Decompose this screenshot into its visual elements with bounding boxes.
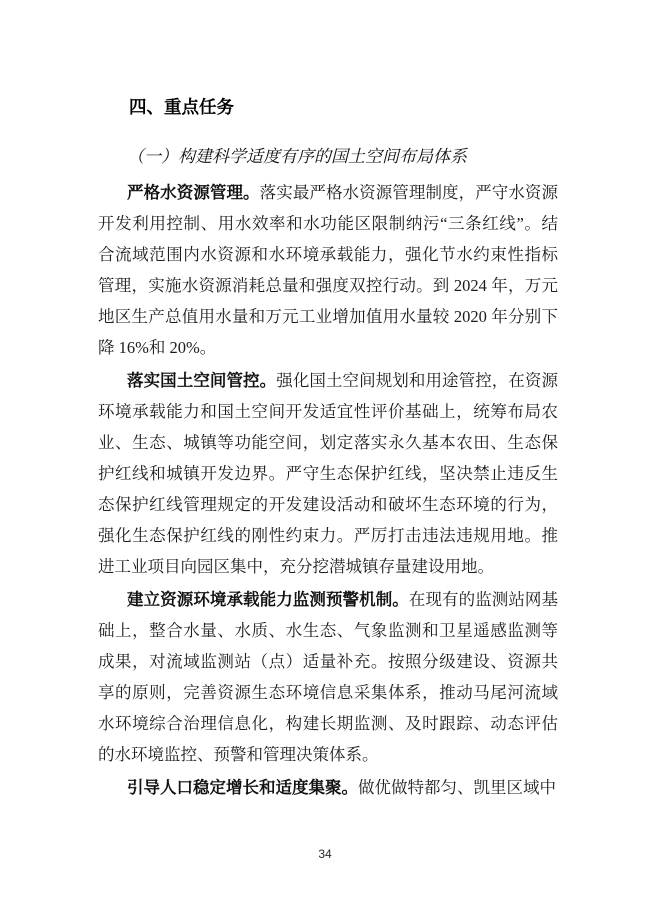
- paragraph-monitoring-warning: [98, 584, 558, 770]
- paragraph-lead: 建立资源环境承载能力监测预警机制。: [127, 590, 409, 609]
- paragraph-population-growth: [98, 772, 558, 803]
- sub-heading: （一）构建科学适度有序的国土空间布局体系: [127, 147, 467, 166]
- paragraph-text: 强化国土空间规划和用途管控，在资源环境承载能力和国土空间开发适宜性评价基础上，统筹布局农业、生态、城镇等功能空间，划定落实永久基本农田、生态保护红线和城镇开发边界。严守生态保护红线，坚决禁止违反生态保护红线管理规定的开发建设活动和破坏生态环境的行为，强化生态保护红线的刚性约束力。严厉打击违法违规用地。推进工业项目向园区集中，充分挖潜城镇存量建设用地。: [98, 371, 559, 576]
- paragraph-land-space-control: [98, 365, 558, 582]
- paragraph-water-resources: [98, 177, 558, 363]
- paragraph-lead: 严格水资源管理。: [127, 183, 260, 202]
- paragraph-lead: 引导人口稳定增长和适度集聚。: [127, 778, 358, 797]
- paragraph-text: 在现有的监测站网基础上，整合水量、水质、水生态、气象监测和卫星遥感监测等成果，对流域监测站（点）适量补充。按照分级建设、资源共享的原则，完善资源生态环境信息采集体系，推动马尾河流域水环境综合治理信息化，构建长期监测、及时跟踪、动态评估的水环境监控、预警和管理决策体系。: [98, 590, 559, 764]
- paragraph-lead: 落实国土空间管控。: [127, 371, 277, 390]
- section-heading: 四、重点任务: [129, 97, 234, 117]
- page-content: [98, 97, 558, 803]
- paragraph-text: 落实最严格水资源管理制度，严守水资源开发利用控制、用水效率和水功能区限制纳污“三条红线”。结合流域范围内水资源和水环境承载能力，强化节水约束性指标管理，实施水资源消耗总量和强度双控行动。到 2024 年，万元地区生产总值用水量和万元工业增加值用水量较 2020 年分别下降 16%和 20%。: [98, 183, 559, 357]
- paragraph-text: 做优做特都匀、凯里区域中: [358, 778, 556, 797]
- page-number: 34: [318, 847, 332, 861]
